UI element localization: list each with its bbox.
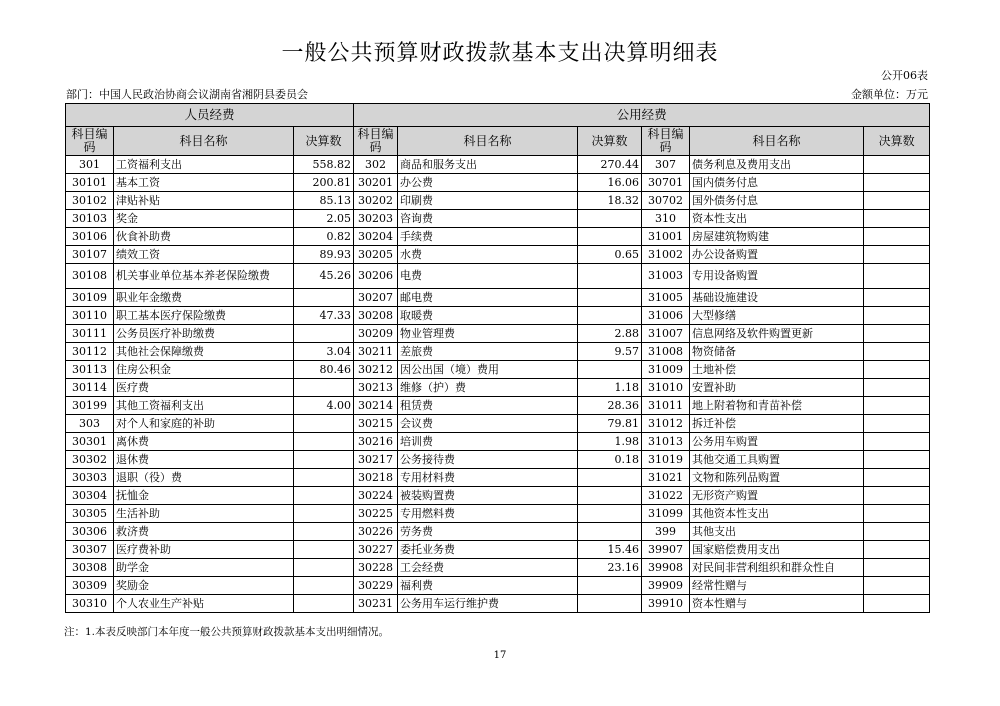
subject-name-cell: 专用设备购置 xyxy=(690,264,864,289)
amount-cell xyxy=(294,595,354,613)
table-row xyxy=(66,469,930,487)
subject-code-cell: 30201 xyxy=(354,174,398,192)
subject-name-cell: 其他交通工具购置 xyxy=(690,451,864,469)
amount-header: 决算数 xyxy=(864,127,930,156)
amount-cell: 23.16 xyxy=(578,559,642,577)
table-row xyxy=(66,505,930,523)
subject-name-cell: 职业年金缴费 xyxy=(114,289,294,307)
page-number: 17 xyxy=(493,650,507,661)
subject-name-cell: 医疗费 xyxy=(114,379,294,397)
subject-name-cell: 其他社会保障缴费 xyxy=(114,343,294,361)
amount-cell xyxy=(864,192,930,210)
table-row xyxy=(66,487,930,505)
subject-name-cell: 差旅费 xyxy=(398,343,578,361)
subject-name-cell: 被装购置费 xyxy=(398,487,578,505)
subject-name-cell: 维修（护）费 xyxy=(398,379,578,397)
subject-code-cell: 310 xyxy=(642,210,690,228)
amount-cell xyxy=(578,307,642,325)
amount-cell: 1.18 xyxy=(578,379,642,397)
name-header: 科目名称 xyxy=(690,127,864,156)
subject-name-cell: 抚恤金 xyxy=(114,487,294,505)
amount-cell xyxy=(864,210,930,228)
amount-cell xyxy=(578,264,642,289)
amount-cell xyxy=(578,361,642,379)
subject-name-cell: 绩效工资 xyxy=(114,246,294,264)
subject-name-cell: 资本性支出 xyxy=(690,210,864,228)
subject-code-cell: 30307 xyxy=(66,541,114,559)
subject-name-cell: 水费 xyxy=(398,246,578,264)
subject-name-cell: 咨询费 xyxy=(398,210,578,228)
subject-code-cell: 30208 xyxy=(354,307,398,325)
amount-header: 决算数 xyxy=(578,127,642,156)
table-row xyxy=(66,343,930,361)
subject-name-cell: 退职（役）费 xyxy=(114,469,294,487)
amount-unit-label: 金额单位：万元 xyxy=(851,88,928,101)
table-row xyxy=(66,156,930,174)
amount-cell xyxy=(578,595,642,613)
subject-name-cell: 离休费 xyxy=(114,433,294,451)
subject-code-cell: 30305 xyxy=(66,505,114,523)
amount-cell: 0.82 xyxy=(294,228,354,246)
amount-cell: 89.93 xyxy=(294,246,354,264)
subject-code-cell: 307 xyxy=(642,156,690,174)
subject-code-cell: 30228 xyxy=(354,559,398,577)
code-header: 科目编码 xyxy=(354,127,398,156)
amount-cell xyxy=(578,487,642,505)
subject-name-cell: 房屋建筑物购建 xyxy=(690,228,864,246)
subject-name-cell: 专用材料费 xyxy=(398,469,578,487)
subject-name-cell: 信息网络及软件购置更新 xyxy=(690,325,864,343)
subject-code-cell: 30215 xyxy=(354,415,398,433)
subject-name-cell: 其他支出 xyxy=(690,523,864,541)
subject-code-cell: 31022 xyxy=(642,487,690,505)
subject-code-cell: 30212 xyxy=(354,361,398,379)
amount-cell xyxy=(864,156,930,174)
amount-cell xyxy=(864,451,930,469)
subject-code-cell: 39910 xyxy=(642,595,690,613)
amount-cell: 3.04 xyxy=(294,343,354,361)
subject-name-cell: 邮电费 xyxy=(398,289,578,307)
amount-cell xyxy=(864,343,930,361)
subject-code-cell: 30701 xyxy=(642,174,690,192)
subject-name-cell: 医疗费补助 xyxy=(114,541,294,559)
subject-name-cell: 职工基本医疗保险缴费 xyxy=(114,307,294,325)
subject-code-cell: 30202 xyxy=(354,192,398,210)
subject-name-cell: 资本性赠与 xyxy=(690,595,864,613)
amount-cell: 45.26 xyxy=(294,264,354,289)
subject-name-cell: 专用燃料费 xyxy=(398,505,578,523)
table-row xyxy=(66,541,930,559)
subject-code-cell: 31011 xyxy=(642,397,690,415)
amount-cell: 200.81 xyxy=(294,174,354,192)
amount-cell: 79.81 xyxy=(578,415,642,433)
subject-name-cell: 机关事业单位基本养老保险缴费 xyxy=(114,264,294,289)
amount-cell xyxy=(294,289,354,307)
subject-name-cell: 工会经费 xyxy=(398,559,578,577)
subject-code-cell: 31007 xyxy=(642,325,690,343)
subject-name-cell: 商品和服务支出 xyxy=(398,156,578,174)
subject-name-cell: 国外债务付息 xyxy=(690,192,864,210)
subject-name-cell: 安置补助 xyxy=(690,379,864,397)
subject-code-cell: 30109 xyxy=(66,289,114,307)
subject-name-cell: 福利费 xyxy=(398,577,578,595)
public-expense-header: 公用经费 xyxy=(354,104,930,127)
subject-code-cell: 30211 xyxy=(354,343,398,361)
subject-code-cell: 39909 xyxy=(642,577,690,595)
subject-name-cell: 助学金 xyxy=(114,559,294,577)
subject-name-cell: 对个人和家庭的补助 xyxy=(114,415,294,433)
subject-name-cell: 租赁费 xyxy=(398,397,578,415)
subject-code-cell: 30209 xyxy=(354,325,398,343)
subject-name-cell: 国内债务付息 xyxy=(690,174,864,192)
subject-code-cell: 30226 xyxy=(354,523,398,541)
subject-code-cell: 303 xyxy=(66,415,114,433)
subject-code-cell: 30206 xyxy=(354,264,398,289)
subject-name-cell: 救济费 xyxy=(114,523,294,541)
amount-cell xyxy=(864,541,930,559)
subject-code-cell: 30308 xyxy=(66,559,114,577)
subject-code-cell: 30304 xyxy=(66,487,114,505)
subject-code-cell: 31013 xyxy=(642,433,690,451)
amount-cell xyxy=(864,264,930,289)
subject-name-cell: 公务用车运行维护费 xyxy=(398,595,578,613)
amount-cell xyxy=(578,469,642,487)
amount-cell: 16.06 xyxy=(578,174,642,192)
subject-name-cell: 公务用车购置 xyxy=(690,433,864,451)
subject-name-cell: 基础设施建设 xyxy=(690,289,864,307)
table-row xyxy=(66,523,930,541)
subject-name-cell: 债务利息及费用支出 xyxy=(690,156,864,174)
name-header: 科目名称 xyxy=(114,127,294,156)
subject-code-cell: 301 xyxy=(66,156,114,174)
amount-cell: 2.88 xyxy=(578,325,642,343)
amount-cell: 85.13 xyxy=(294,192,354,210)
subject-code-cell: 30213 xyxy=(354,379,398,397)
expenditure-table xyxy=(65,103,930,613)
subject-code-cell: 30203 xyxy=(354,210,398,228)
subject-code-cell: 399 xyxy=(642,523,690,541)
subject-name-cell: 物业管理费 xyxy=(398,325,578,343)
subject-code-cell: 30205 xyxy=(354,246,398,264)
table-row xyxy=(66,307,930,325)
name-header: 科目名称 xyxy=(398,127,578,156)
amount-cell xyxy=(864,523,930,541)
subject-code-cell: 30103 xyxy=(66,210,114,228)
subject-code-cell: 39907 xyxy=(642,541,690,559)
subject-code-cell: 31019 xyxy=(642,451,690,469)
table-row xyxy=(66,559,930,577)
table-row xyxy=(66,451,930,469)
subject-name-cell: 退休费 xyxy=(114,451,294,469)
amount-cell xyxy=(294,487,354,505)
subject-name-cell: 手续费 xyxy=(398,228,578,246)
subject-name-cell: 对民间非营利组织和群众性自 xyxy=(690,559,864,577)
amount-cell xyxy=(864,289,930,307)
table-row xyxy=(66,210,930,228)
subject-code-cell: 30216 xyxy=(354,433,398,451)
table-row xyxy=(66,361,930,379)
subject-code-cell: 30113 xyxy=(66,361,114,379)
table-row xyxy=(66,228,930,246)
subject-code-cell: 30102 xyxy=(66,192,114,210)
department-label: 部门：中国人民政治协商会议湖南省湘阴县委员会 xyxy=(66,88,308,101)
amount-cell: 28.36 xyxy=(578,397,642,415)
subject-code-cell: 30301 xyxy=(66,433,114,451)
amount-cell: 270.44 xyxy=(578,156,642,174)
amount-cell xyxy=(864,379,930,397)
amount-cell xyxy=(294,325,354,343)
subject-code-cell: 30702 xyxy=(642,192,690,210)
subject-code-cell: 31008 xyxy=(642,343,690,361)
amount-cell xyxy=(578,523,642,541)
subject-name-cell: 奖励金 xyxy=(114,577,294,595)
subject-name-cell: 住房公积金 xyxy=(114,361,294,379)
subject-name-cell: 无形资产购置 xyxy=(690,487,864,505)
amount-cell xyxy=(294,433,354,451)
amount-cell xyxy=(294,577,354,595)
code-header: 科目编码 xyxy=(642,127,690,156)
subject-code-cell: 30225 xyxy=(354,505,398,523)
subject-name-cell: 文物和陈列品购置 xyxy=(690,469,864,487)
amount-cell xyxy=(578,289,642,307)
subject-name-cell: 办公设备购置 xyxy=(690,246,864,264)
subject-name-cell: 拆迁补偿 xyxy=(690,415,864,433)
subject-code-cell: 30111 xyxy=(66,325,114,343)
subject-code-cell: 31009 xyxy=(642,361,690,379)
subject-code-cell: 31010 xyxy=(642,379,690,397)
subject-name-cell: 会议费 xyxy=(398,415,578,433)
subject-name-cell: 公务员医疗补助缴费 xyxy=(114,325,294,343)
amount-cell: 0.18 xyxy=(578,451,642,469)
subject-code-cell: 31099 xyxy=(642,505,690,523)
table-row xyxy=(66,397,930,415)
amount-cell xyxy=(294,505,354,523)
subject-name-cell: 因公出国（境）费用 xyxy=(398,361,578,379)
subject-name-cell: 培训费 xyxy=(398,433,578,451)
subject-name-cell: 公务接待费 xyxy=(398,451,578,469)
amount-cell xyxy=(864,415,930,433)
amount-cell xyxy=(578,577,642,595)
subject-name-cell: 生活补助 xyxy=(114,505,294,523)
amount-cell: 1.98 xyxy=(578,433,642,451)
subject-code-cell: 30306 xyxy=(66,523,114,541)
table-row xyxy=(66,246,930,264)
subject-code-cell: 30114 xyxy=(66,379,114,397)
table-row xyxy=(66,415,930,433)
subject-code-cell: 30309 xyxy=(66,577,114,595)
amount-cell xyxy=(294,559,354,577)
subject-name-cell: 伙食补助费 xyxy=(114,228,294,246)
subject-code-cell: 30199 xyxy=(66,397,114,415)
amount-cell xyxy=(864,361,930,379)
table-body xyxy=(66,156,930,613)
subject-code-cell: 30108 xyxy=(66,264,114,289)
subject-code-cell: 30204 xyxy=(354,228,398,246)
amount-cell xyxy=(294,523,354,541)
subject-name-cell: 大型修缮 xyxy=(690,307,864,325)
amount-cell xyxy=(864,487,930,505)
subject-code-cell: 30303 xyxy=(66,469,114,487)
subject-code-cell: 30218 xyxy=(354,469,398,487)
subject-code-cell: 31003 xyxy=(642,264,690,289)
subject-name-cell: 国家赔偿费用支出 xyxy=(690,541,864,559)
subject-name-cell: 委托业务费 xyxy=(398,541,578,559)
subject-name-cell: 基本工资 xyxy=(114,174,294,192)
table-row xyxy=(66,595,930,613)
subject-name-cell: 经常性赠与 xyxy=(690,577,864,595)
amount-cell: 47.33 xyxy=(294,307,354,325)
amount-cell xyxy=(294,379,354,397)
subject-name-cell: 奖金 xyxy=(114,210,294,228)
table-row xyxy=(66,192,930,210)
subject-name-cell: 劳务费 xyxy=(398,523,578,541)
subject-code-cell: 31001 xyxy=(642,228,690,246)
table-row xyxy=(66,577,930,595)
subject-code-cell: 30227 xyxy=(354,541,398,559)
amount-cell: 18.32 xyxy=(578,192,642,210)
subject-code-cell: 30302 xyxy=(66,451,114,469)
amount-cell: 15.46 xyxy=(578,541,642,559)
subject-code-cell: 30106 xyxy=(66,228,114,246)
subject-code-cell: 30112 xyxy=(66,343,114,361)
amount-cell xyxy=(578,228,642,246)
subject-code-cell: 30207 xyxy=(354,289,398,307)
amount-cell xyxy=(864,307,930,325)
subject-code-cell: 31005 xyxy=(642,289,690,307)
amount-cell xyxy=(864,174,930,192)
subject-name-cell: 办公费 xyxy=(398,174,578,192)
amount-cell xyxy=(864,469,930,487)
amount-cell xyxy=(864,577,930,595)
subject-name-cell: 印刷费 xyxy=(398,192,578,210)
form-number: 公开06表 xyxy=(881,69,928,82)
footnote: 注：1.本表反映部门本年度一般公共预算财政拨款基本支出明细情况。 xyxy=(64,626,390,638)
subject-code-cell: 302 xyxy=(354,156,398,174)
amount-cell: 2.05 xyxy=(294,210,354,228)
subject-code-cell: 30229 xyxy=(354,577,398,595)
amount-cell xyxy=(864,246,930,264)
subject-name-cell: 取暖费 xyxy=(398,307,578,325)
amount-cell: 0.65 xyxy=(578,246,642,264)
subject-name-cell: 工资福利支出 xyxy=(114,156,294,174)
subject-code-cell: 39908 xyxy=(642,559,690,577)
personnel-expense-header: 人员经费 xyxy=(66,104,354,127)
amount-cell xyxy=(864,397,930,415)
table-row xyxy=(66,264,930,289)
subject-name-cell: 物资储备 xyxy=(690,343,864,361)
subject-code-cell: 30101 xyxy=(66,174,114,192)
amount-cell: 80.46 xyxy=(294,361,354,379)
page-title: 一般公共预算财政拨款基本支出决算明细表 xyxy=(281,41,719,66)
subject-name-cell: 电费 xyxy=(398,264,578,289)
subject-code-cell: 30110 xyxy=(66,307,114,325)
amount-cell xyxy=(294,415,354,433)
subject-name-cell: 土地补偿 xyxy=(690,361,864,379)
table-row xyxy=(66,174,930,192)
subject-name-cell: 地上附着物和青苗补偿 xyxy=(690,397,864,415)
amount-cell: 558.82 xyxy=(294,156,354,174)
table-row xyxy=(66,433,930,451)
table-row xyxy=(66,289,930,307)
amount-cell xyxy=(294,541,354,559)
subject-code-cell: 30224 xyxy=(354,487,398,505)
subject-code-cell: 31012 xyxy=(642,415,690,433)
subject-name-cell: 其他工资福利支出 xyxy=(114,397,294,415)
amount-cell xyxy=(864,505,930,523)
amount-cell xyxy=(864,228,930,246)
amount-header: 决算数 xyxy=(294,127,354,156)
subject-code-cell: 31002 xyxy=(642,246,690,264)
table-row xyxy=(66,325,930,343)
amount-cell xyxy=(864,325,930,343)
subject-code-cell: 31021 xyxy=(642,469,690,487)
amount-cell xyxy=(864,595,930,613)
code-header: 科目编码 xyxy=(66,127,114,156)
amount-cell xyxy=(294,451,354,469)
amount-cell xyxy=(578,505,642,523)
amount-cell xyxy=(578,210,642,228)
subject-code-cell: 30214 xyxy=(354,397,398,415)
amount-cell: 4.00 xyxy=(294,397,354,415)
amount-cell xyxy=(864,433,930,451)
amount-cell xyxy=(864,559,930,577)
subject-name-cell: 其他资本性支出 xyxy=(690,505,864,523)
subject-name-cell: 个人农业生产补贴 xyxy=(114,595,294,613)
amount-cell xyxy=(294,469,354,487)
amount-cell: 9.57 xyxy=(578,343,642,361)
subject-code-cell: 30107 xyxy=(66,246,114,264)
subject-name-cell: 津贴补贴 xyxy=(114,192,294,210)
table-row xyxy=(66,379,930,397)
subject-code-cell: 30217 xyxy=(354,451,398,469)
subject-code-cell: 31006 xyxy=(642,307,690,325)
subject-code-cell: 30310 xyxy=(66,595,114,613)
subject-code-cell: 30231 xyxy=(354,595,398,613)
